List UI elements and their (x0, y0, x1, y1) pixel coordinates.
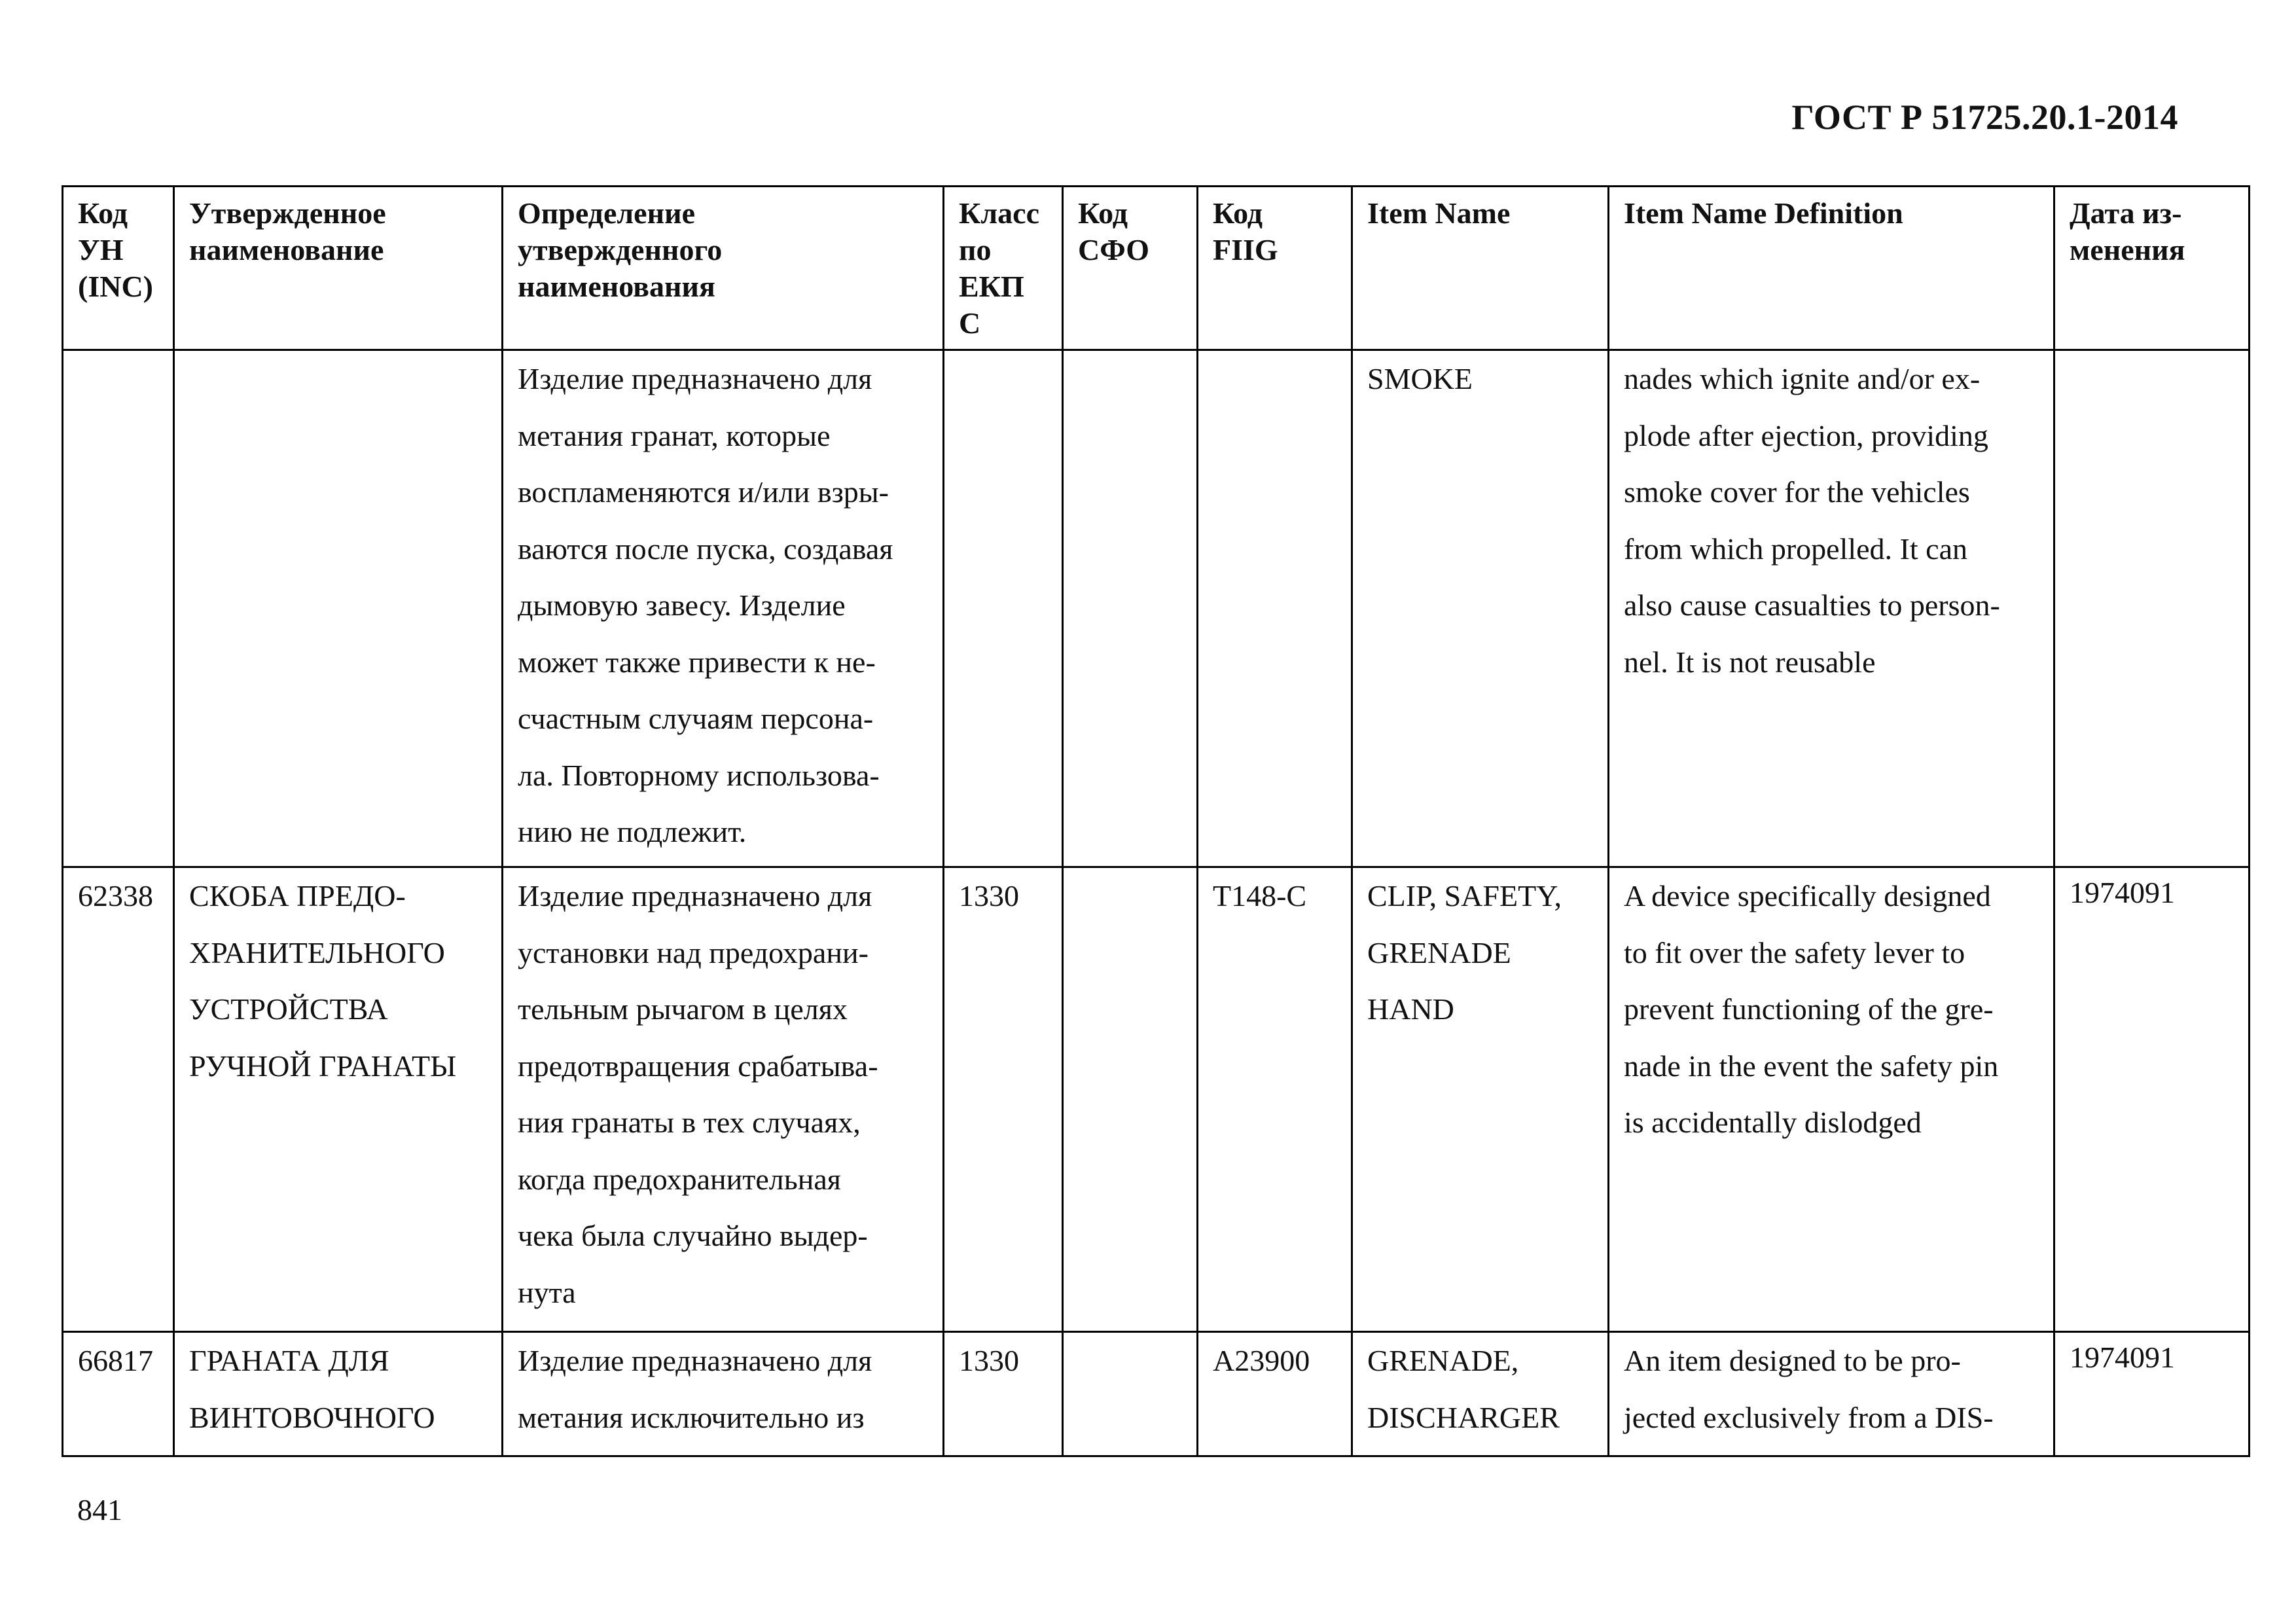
column-header-item-definition: Item Name Definition (1609, 187, 2054, 350)
document-code: ГОСТ Р 51725.20.1-2014 (1791, 98, 2178, 137)
cell-class (944, 350, 1063, 867)
cell-change-date: 1974091 (2054, 1332, 2250, 1456)
cell-definition: Изделие предназначено для метания гранат, которые воспламеняются и/или взры- ваются после пуска, создавая дымовую завесу. Изделие может также привести к не- счастным случаям персона- ла. Повторному использова- нию не подлежит. (503, 350, 944, 867)
column-header-class: Класс по ЕКП С (944, 187, 1063, 350)
table-row (63, 1332, 2250, 1456)
cell-fiig: A23900 (1198, 1332, 1352, 1456)
cell-inc: 66817 (63, 1332, 174, 1456)
column-header-approved-name: Утвержденное наименование (174, 187, 503, 350)
column-header-change-date: Дата из- менения (2054, 187, 2250, 350)
table-header-row (63, 187, 2250, 350)
cell-sfo (1063, 350, 1198, 867)
cell-sfo (1063, 1332, 1198, 1456)
cell-approved-name: ГРАНАТА ДЛЯ ВИНТОВОЧНОГО (174, 1332, 503, 1456)
cell-class: 1330 (944, 867, 1063, 1332)
column-header-fiig: Код FIIG (1198, 187, 1352, 350)
table-row (63, 867, 2250, 1332)
cell-change-date: 1974091 (2054, 867, 2250, 1332)
cell-item-definition: A device specifically designed to fit over the safety lever to prevent functioning of the gre- nade in the event the safety pin is accidentally dislodged (1609, 867, 2054, 1332)
column-header-definition: Определение утвержденного наименования (503, 187, 944, 350)
cell-item-name: CLIP, SAFETY, GRENADE HAND (1352, 867, 1609, 1332)
column-header-inc: Код УН (INC) (63, 187, 174, 350)
cell-item-definition: nades which ignite and/or ex- plode after ejection, providing smoke cover for the vehicles from which propelled. It can also cause casualties to person- nel. It is not reusable (1609, 350, 2054, 867)
cell-inc (63, 350, 174, 867)
classification-table (62, 185, 2250, 1457)
cell-sfo (1063, 867, 1198, 1332)
column-header-sfo: Код СФО (1063, 187, 1198, 350)
cell-item-name: GRENADE, DISCHARGER (1352, 1332, 1609, 1456)
table-row (63, 350, 2250, 867)
cell-item-name: SMOKE (1352, 350, 1609, 867)
page-number: 841 (77, 1493, 122, 1526)
cell-item-definition: An item designed to be pro- jected exclusively from a DIS- (1609, 1332, 2054, 1456)
column-header-item-name: Item Name (1352, 187, 1609, 350)
cell-definition: Изделие предназначено для установки над предохрани- тельным рычагом в целях предотвращения срабатыва- ния гранаты в тех случаях, когда предохранительная чека была случайно выдер- нута (503, 867, 944, 1332)
cell-fiig (1198, 350, 1352, 867)
cell-approved-name (174, 350, 503, 867)
cell-definition: Изделие предназначено для метания исключительно из (503, 1332, 944, 1456)
cell-change-date (2054, 350, 2250, 867)
cell-fiig: T148-C (1198, 867, 1352, 1332)
cell-approved-name: СКОБА ПРЕДО- ХРАНИТЕЛЬНОГО УСТРОЙСТВА РУЧНОЙ ГРАНАТЫ (174, 867, 503, 1332)
cell-class: 1330 (944, 1332, 1063, 1456)
cell-inc: 62338 (63, 867, 174, 1332)
